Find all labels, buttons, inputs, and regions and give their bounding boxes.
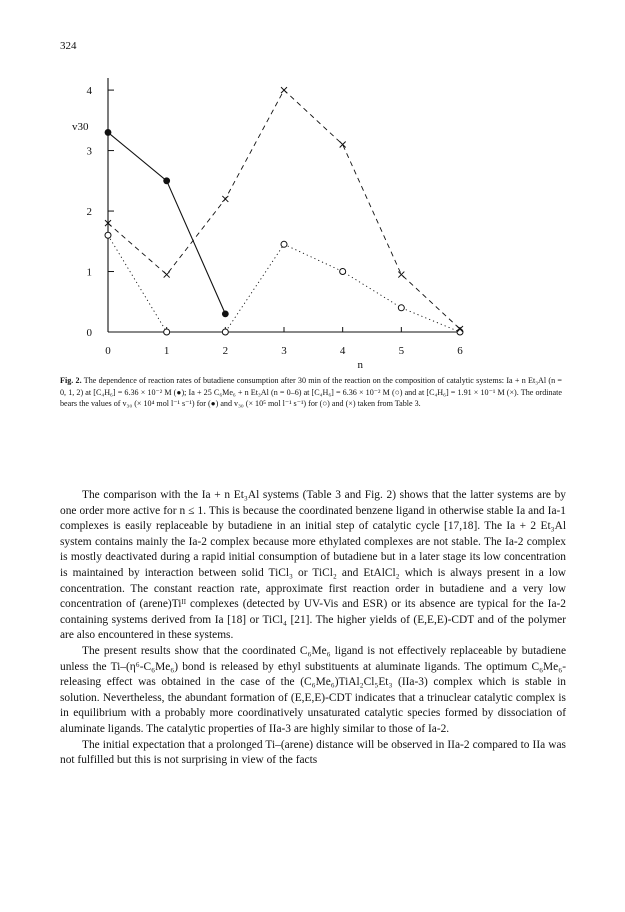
figure-caption	[60, 375, 562, 410]
y-tick-label: 1	[86, 266, 92, 279]
x-tick-label: 1	[163, 345, 170, 357]
caption-label: Fig. 2.	[60, 376, 82, 385]
y-tick-label: 3	[86, 145, 92, 158]
chart-axes	[72, 78, 460, 370]
series-1-point	[164, 329, 170, 335]
y-tick-label: 2	[86, 206, 92, 219]
y-tick-label: 4	[86, 85, 92, 98]
paragraph: The initial expectation that a prolonged Ti–(arene) distance will be observed in IIa-2 compared to IIa was not fulfilled but this is not surprising in view of the facts	[60, 738, 566, 767]
series-2-point	[164, 272, 170, 278]
series-0-point	[105, 129, 112, 136]
x-tick-label: 3	[281, 345, 287, 357]
x-tick-label: 4	[339, 345, 346, 357]
x-tick-label: 5	[398, 345, 405, 357]
body-text	[60, 488, 566, 769]
series-1-point	[457, 329, 463, 335]
x-tick-label: 0	[105, 345, 111, 357]
paragraph: The comparison with the Ia + n Et₃Al systems (Table 3 and Fig. 2) shows that the latter systems are by one order more active for n ≤ 1. This is because the coordinated benzene ligand in otherwise stable Ia and Ia-1 complexes is easily replaceable by butadiene in an initial step of catalytic cycle [17,18]. The Ia + 2 Et₃Al system contains mainly the Ia-2 complex because more ethylated complexes are not stable. The Ia-2 complex is mostly deactivated during a rapid initial consumption of butadiene but in a later stage its low concentration is maintained by interaction between solid TiCl₃ or TiCl₂ and EtAlCl₂ which is always present in a low concentration. The constant reaction rate, approximate first reaction order in butadiene and a very low concentration of (arene)Tiᴵᴵ complexes (detected by UV-Vis and ESR) or its absence are typical for the Ia-2 containing systems derived from Ia [18] or TiCl₄ [21]. The higher yields of (E,E,E)-CDT and of the polymer are also encountered in these systems.	[60, 489, 566, 642]
series-1-point	[105, 232, 111, 238]
x-axis-label: n	[357, 359, 364, 370]
x-tick-label: 2	[222, 345, 229, 357]
series-0-point	[163, 177, 170, 184]
chart-ticks	[87, 85, 464, 357]
caption-text: The dependence of reaction rates of butadiene consumption after 30 min of the reaction on the composition of catalytic systems: Ia + n Et₃Al (n = 0, 1, 2) at [C₄H₆] = 6.36 × 10⁻² M (●); Ia + 25 C₆Me₆ + n Et₃Al (n = 0–6) at [C₄H₆] = 6.36 × 10⁻² M (○) and at [C₄H₆] = 1.91 × 10⁻¹ M (×). The ordinate bears the values of v₃₀ (× 10⁴ mol l⁻¹ s⁻¹) for (●) and v₃₀ (× 10⁵ mol l⁻¹ s⁻¹) for (○) and (×) taken from Table 3.	[60, 376, 562, 408]
series-2-point	[340, 142, 346, 148]
series-0-line	[108, 132, 225, 313]
series-1-point	[222, 329, 228, 335]
page-number: 324	[60, 40, 77, 52]
series-0-point	[222, 310, 229, 317]
series-2-point	[398, 272, 404, 278]
paragraph: The present results show that the coordinated C₆Me₆ ligand is not effectively replaceable by butadiene unless the Ti–(η⁶-C₆Me₆) bond is released by ethyl substituents at aluminate ligands. The optimum C₆Me₆-releasing effect was obtained in the case of the (C₆Me₆)TiAl₂Cl₅Et₃ (IIa-3) complex which is stable in solution. Nevertheless, the abundant formation of (E,E,E)-CDT indicates that a trinuclear catalytic complex is in equilibrium with a probably more coordinatively unsaturated catalytic species formed by dissociation of aluminate ligands. The catalytic properties of IIa-3 are highly similar to those of Ia-2.	[60, 644, 566, 735]
series-1-point	[398, 305, 404, 311]
series-2-line	[108, 90, 460, 329]
y-axis-label: v30	[72, 121, 89, 133]
series-1-point	[340, 269, 346, 275]
series-2-point	[281, 87, 287, 93]
x-tick-label: 6	[457, 345, 463, 357]
chart-series	[105, 87, 463, 335]
series-1-point	[281, 241, 287, 247]
series-2-point	[222, 196, 228, 202]
y-tick-label: 0	[86, 327, 92, 339]
series-1-line	[108, 235, 460, 332]
figure-2-chart	[60, 70, 580, 370]
